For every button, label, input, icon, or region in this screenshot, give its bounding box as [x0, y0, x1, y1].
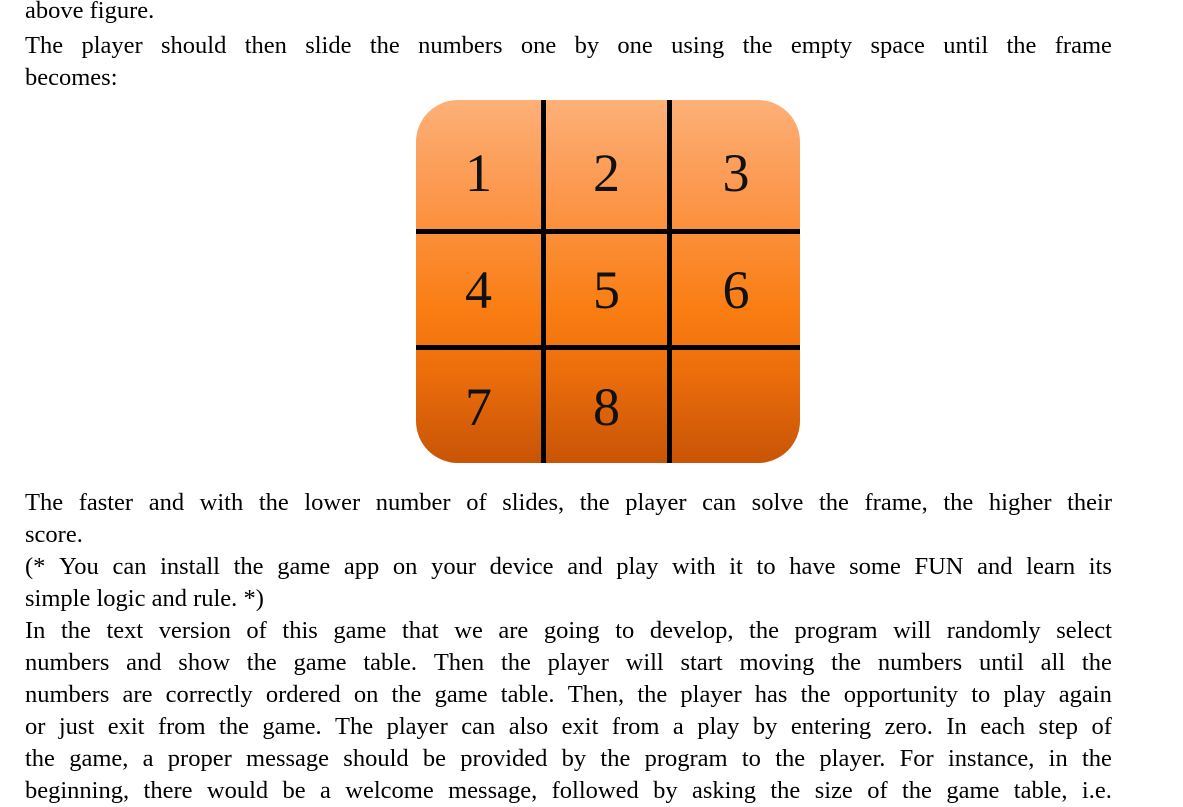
word: message — [246, 745, 330, 772]
word: the — [369, 32, 400, 59]
word: faster — [78, 489, 134, 516]
grid-line — [541, 100, 546, 463]
word: one — [617, 32, 653, 59]
word: numbers — [877, 649, 963, 676]
word: game — [946, 777, 1000, 804]
word: asking — [692, 777, 756, 804]
paragraph-line — [25, 615, 1112, 647]
word: space — [870, 32, 925, 59]
word: until — [978, 649, 1024, 676]
word: and — [151, 585, 187, 612]
word: *) — [243, 585, 264, 612]
word: be — [282, 777, 306, 804]
word: this — [282, 617, 318, 644]
word: to — [741, 745, 761, 772]
word: player — [680, 681, 742, 708]
paragraph-line: becomes: — [25, 64, 118, 91]
word: from — [611, 713, 660, 740]
word: in — [1048, 745, 1068, 772]
word: on — [353, 681, 379, 708]
word: In — [946, 713, 967, 740]
paragraph-line — [25, 743, 1112, 775]
word: can — [112, 553, 147, 580]
word: it — [729, 553, 743, 580]
word: For — [899, 745, 934, 772]
word: Then — [433, 649, 485, 676]
word: will — [893, 617, 932, 644]
word: each — [980, 713, 1026, 740]
word: game — [434, 681, 488, 708]
word: develop, — [649, 617, 734, 644]
word: to — [971, 681, 991, 708]
word: zero. — [884, 713, 933, 740]
word: there — [143, 777, 193, 804]
word: also — [508, 713, 549, 740]
word: has — [754, 681, 788, 708]
puzzle-tile: 2 — [593, 142, 620, 203]
word: from — [157, 713, 206, 740]
word: or — [25, 713, 46, 740]
paragraph-line — [25, 711, 1112, 743]
word: and — [567, 553, 603, 580]
word: frame — [1054, 32, 1112, 59]
word: the — [749, 617, 779, 644]
word: the — [60, 617, 91, 644]
word: number — [375, 489, 451, 516]
word: to — [756, 553, 776, 580]
word: of — [867, 777, 888, 804]
word: program — [794, 617, 878, 644]
word: randomly — [946, 617, 1041, 644]
word: The — [25, 489, 64, 516]
puzzle-tile: 1 — [465, 142, 492, 203]
word: play — [1003, 681, 1046, 708]
word: are — [122, 681, 153, 708]
word: score. — [25, 521, 83, 548]
word: device — [489, 553, 554, 580]
word: table. — [500, 681, 555, 708]
word: a — [320, 777, 331, 804]
word: followed — [551, 777, 639, 804]
word: show — [178, 649, 231, 676]
word: the — [25, 745, 55, 772]
word: will — [625, 649, 664, 676]
word: proper — [167, 745, 232, 772]
word: i.e. — [1081, 777, 1112, 804]
word: using — [671, 32, 725, 59]
word: correctly — [165, 681, 253, 708]
puzzle-tile: 6 — [722, 260, 750, 320]
paragraph-line — [25, 487, 1112, 519]
word: of — [1091, 713, 1112, 740]
word: game — [293, 649, 347, 676]
word: all — [1040, 649, 1066, 676]
word: frame, — [864, 489, 928, 516]
word: just — [58, 713, 95, 740]
word: program — [644, 745, 728, 772]
word: the — [1006, 32, 1037, 59]
word: game. — [262, 713, 322, 740]
word: their — [1067, 489, 1112, 516]
grid-line — [416, 229, 800, 234]
word: ordered — [265, 681, 341, 708]
word: the — [770, 777, 801, 804]
word: and — [126, 649, 162, 676]
grid-line — [667, 100, 672, 463]
word: should — [161, 32, 227, 59]
word: its — [1088, 553, 1112, 580]
puzzle-tile: 8 — [593, 377, 620, 437]
word: the — [246, 649, 277, 676]
word: until — [943, 32, 989, 59]
word: FUN — [914, 553, 964, 580]
word: slide — [305, 32, 352, 59]
word: by — [653, 777, 678, 804]
word: have — [789, 553, 836, 580]
sliding-puzzle-figure — [416, 100, 800, 463]
word: learn — [1026, 553, 1076, 580]
word: numbers — [25, 649, 110, 676]
word: a — [142, 745, 154, 772]
word: be — [422, 745, 447, 772]
word: start — [680, 649, 723, 676]
word: and — [148, 489, 185, 516]
word: going — [543, 617, 600, 644]
paragraph-intro — [25, 30, 1112, 94]
word: again — [1058, 681, 1112, 708]
word: select — [1056, 617, 1112, 644]
word: the — [637, 681, 668, 708]
word: The — [25, 32, 64, 59]
word: one — [520, 32, 557, 59]
previous-paragraph-end: above figure. — [25, 0, 155, 24]
word: player — [81, 32, 143, 59]
word: (* — [25, 553, 46, 580]
word: the — [1081, 649, 1112, 676]
word: instance, — [947, 745, 1035, 772]
word: numbers — [418, 32, 503, 59]
puzzle-tile: 5 — [593, 260, 620, 320]
word: your — [431, 553, 476, 580]
word: slides, — [502, 489, 565, 516]
word: player — [386, 713, 448, 740]
word: by — [574, 32, 600, 59]
word: can — [461, 713, 496, 740]
word: message, — [448, 777, 538, 804]
word: entering — [790, 713, 872, 740]
word: to — [615, 617, 635, 644]
word: rule. — [193, 585, 238, 612]
word: the — [818, 489, 849, 516]
word: are — [498, 617, 529, 644]
word: version — [158, 617, 231, 644]
word: some — [849, 553, 901, 580]
word: the — [831, 649, 862, 676]
word: game — [333, 617, 387, 644]
word: empty — [790, 32, 853, 59]
word: the — [391, 681, 422, 708]
paragraph-line — [25, 551, 1112, 583]
word: player — [625, 489, 687, 516]
word: moving — [739, 649, 815, 676]
word: table. — [363, 649, 418, 676]
word: In — [25, 617, 46, 644]
word: lower — [304, 489, 361, 516]
word: the — [233, 553, 264, 580]
word: You — [59, 553, 99, 580]
word: with — [672, 553, 716, 580]
word: size — [814, 777, 853, 804]
word: simple — [25, 585, 91, 612]
word: by — [561, 745, 587, 772]
paragraph-line — [25, 775, 1112, 807]
word: app — [343, 553, 380, 580]
word: the — [742, 32, 773, 59]
word: the — [258, 489, 289, 516]
word: exit — [561, 713, 599, 740]
word: logic — [96, 585, 146, 612]
paragraph-line — [25, 583, 1112, 615]
word: play — [697, 713, 740, 740]
word: text — [106, 617, 144, 644]
puzzle-tile: 7 — [465, 377, 492, 437]
word: on — [392, 553, 418, 580]
word: game, — [69, 745, 129, 772]
word: by — [752, 713, 778, 740]
word: higher — [988, 489, 1052, 516]
word: solve — [751, 489, 804, 516]
word: beginning, — [25, 777, 130, 804]
word: a — [672, 713, 684, 740]
puzzle-tile-empty — [672, 357, 800, 457]
paragraph-line — [25, 647, 1112, 679]
word: the — [800, 681, 831, 708]
word: of — [246, 617, 267, 644]
word: the — [943, 489, 974, 516]
word: the — [902, 777, 932, 804]
paragraph-line — [25, 30, 1112, 62]
paragraph-line — [25, 679, 1112, 711]
word: player. — [819, 745, 886, 772]
word: exit — [107, 713, 145, 740]
word: and — [977, 553, 1013, 580]
word: numbers — [25, 681, 110, 708]
word: opportunity — [843, 681, 959, 708]
word: the — [219, 713, 249, 740]
word: the — [775, 745, 806, 772]
word: step — [1038, 713, 1078, 740]
word: play — [616, 553, 659, 580]
word: table, — [1013, 777, 1068, 804]
word: player — [547, 649, 609, 676]
paragraph-description — [25, 487, 1112, 807]
word: with — [199, 489, 244, 516]
word: we — [454, 617, 483, 644]
word: game — [277, 553, 331, 580]
word: then — [244, 32, 287, 59]
word: welcome — [345, 777, 434, 804]
word: the — [1081, 745, 1112, 772]
puzzle-tile: 3 — [722, 142, 750, 203]
word: install — [160, 553, 220, 580]
word: of — [466, 489, 487, 516]
word: would — [206, 777, 269, 804]
word: that — [401, 617, 439, 644]
grid-line — [416, 345, 800, 350]
word: can — [702, 489, 737, 516]
puzzle-tile: 4 — [465, 260, 492, 320]
word: should — [343, 745, 409, 772]
word: Then, — [567, 681, 625, 708]
word: provided — [460, 745, 548, 772]
word: the — [579, 489, 610, 516]
paragraph-line — [25, 519, 1112, 551]
word: the — [600, 745, 631, 772]
word: The — [335, 713, 374, 740]
word: the — [500, 649, 531, 676]
